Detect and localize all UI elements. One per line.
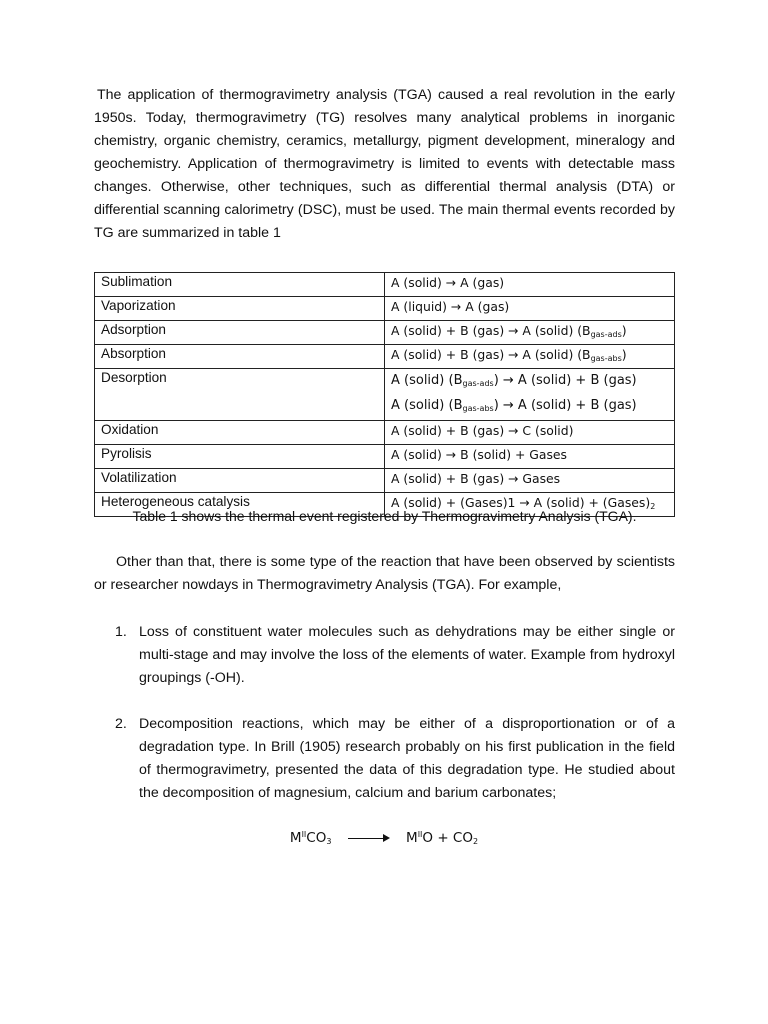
- equation-superscript: II: [301, 830, 307, 839]
- reaction-text: ) → A (solid) + B (gas): [493, 373, 637, 388]
- equation-right: [406, 830, 478, 846]
- table-row: [95, 469, 675, 493]
- equation-superscript: II: [417, 830, 423, 839]
- list-item: [94, 621, 675, 690]
- equation-text: M: [289, 830, 302, 846]
- list-number: 2.: [115, 716, 127, 732]
- intro-paragraph: The application of thermogravimetry analysis (TGA) caused a real revolution in the early 1950s. Today, thermogravimetry (TG) resolves many analytical problems in inorganic chemistry, organic chemistry, ceramics, metallurgy, pigment development, mineralogy and geochemistry. Application of thermogravimetry is limited to events with detectable mass changes. Otherwise, other techniques, such as differential thermal analysis (DTA) or differential scanning calorimetry (DSC), must be used. The main thermal events recorded by TG are summarized in table 1: [94, 87, 675, 241]
- table-row: [95, 369, 675, 421]
- event-cell: Volatilization: [95, 469, 385, 493]
- reaction-cell: A (solid) + B (gas) → Gases: [385, 469, 675, 493]
- reaction-subscript: 2: [650, 502, 656, 511]
- reaction-text: A (solid) (B: [391, 373, 463, 388]
- event-cell: Vaporization: [95, 297, 385, 321]
- event-cell: Adsorption: [95, 321, 385, 345]
- reaction-subscript: gas-abs: [590, 354, 622, 363]
- equation-left: [290, 830, 332, 846]
- reaction-text: ) → A (solid) + B (gas): [493, 398, 637, 413]
- reaction-text: A (solid) (B: [391, 398, 463, 413]
- reaction-cell: A (liquid) → A (gas): [385, 297, 675, 321]
- second-paragraph: Other than that, there is some type of the reaction that have been observed by scientists or researcher nowdays in Thermogravimetry Analysis (TGA). For example,: [94, 554, 675, 593]
- reaction-subscript: gas-ads: [590, 330, 622, 339]
- table-row: [95, 345, 675, 369]
- event-cell: Absorption: [95, 345, 385, 369]
- reaction-text: A (solid) + B (gas) → A (solid) (B: [391, 347, 591, 362]
- reaction-cell: A (solid) → B (solid) + Gases: [385, 445, 675, 469]
- event-cell: Sublimation: [95, 273, 385, 297]
- table-row: [95, 297, 675, 321]
- equation-subscript: 3: [326, 837, 332, 846]
- reaction-line: [391, 370, 668, 395]
- chemical-equation: [0, 830, 768, 846]
- reaction-text: ): [621, 347, 627, 362]
- table-row: [95, 273, 675, 297]
- thermal-events-table: [94, 272, 675, 517]
- equation-text: CO: [306, 830, 327, 846]
- reaction-subscript: gas-ads: [462, 379, 494, 388]
- event-cell: Oxidation: [95, 421, 385, 445]
- intro-section: [94, 84, 675, 245]
- list-item: [94, 713, 675, 805]
- list-item-text: Loss of constituent water molecules such as dehydrations may be either single or multi-stage and may involve the loss of the elements of water. Example from hydroxyl groupings (-OH).: [139, 624, 675, 686]
- reaction-line: [391, 395, 668, 420]
- table-row: [95, 445, 675, 469]
- list-number: 1.: [115, 624, 127, 640]
- event-cell: Pyrolisis: [95, 445, 385, 469]
- event-cell: Desorption: [95, 369, 385, 421]
- reaction-text: ): [621, 323, 627, 338]
- table-row: [95, 321, 675, 345]
- equation-text: O + CO: [422, 830, 473, 846]
- equation-text: M: [406, 830, 418, 846]
- equation-subscript: 2: [472, 837, 479, 846]
- reaction-text: A (solid) + (Gases)1 → A (solid) + (Gases): [391, 495, 651, 510]
- reaction-text: A (solid) + B (gas) → A (solid) (B: [391, 323, 591, 338]
- reaction-cell: A (solid) → A (gas): [385, 273, 675, 297]
- event-cell: Heterogeneous catalysis: [95, 493, 385, 517]
- table-row: [95, 421, 675, 445]
- reaction-cell: [385, 321, 675, 345]
- reaction-subscript: gas-abs: [462, 404, 494, 413]
- numbered-list: [94, 621, 675, 690]
- reaction-cell: [385, 369, 675, 421]
- table-caption: Table 1 shows the thermal event registered by Thermogravimetry Analysis (TGA).: [132, 508, 637, 524]
- reaction-cell: [385, 345, 675, 369]
- numbered-list: [94, 713, 675, 805]
- list-item-text: Decomposition reactions, which may be either of a disproportionation or of a degradation type. In Brill (1905) research probably on his first publication in the field of thermogravimetry, presented the data of this degradation type. He studied about the decomposition of magnesium, calcium and barium carbonates;: [139, 716, 675, 801]
- reaction-arrow-icon: [348, 833, 390, 843]
- reaction-cell: A (solid) + B (gas) → C (solid): [385, 421, 675, 445]
